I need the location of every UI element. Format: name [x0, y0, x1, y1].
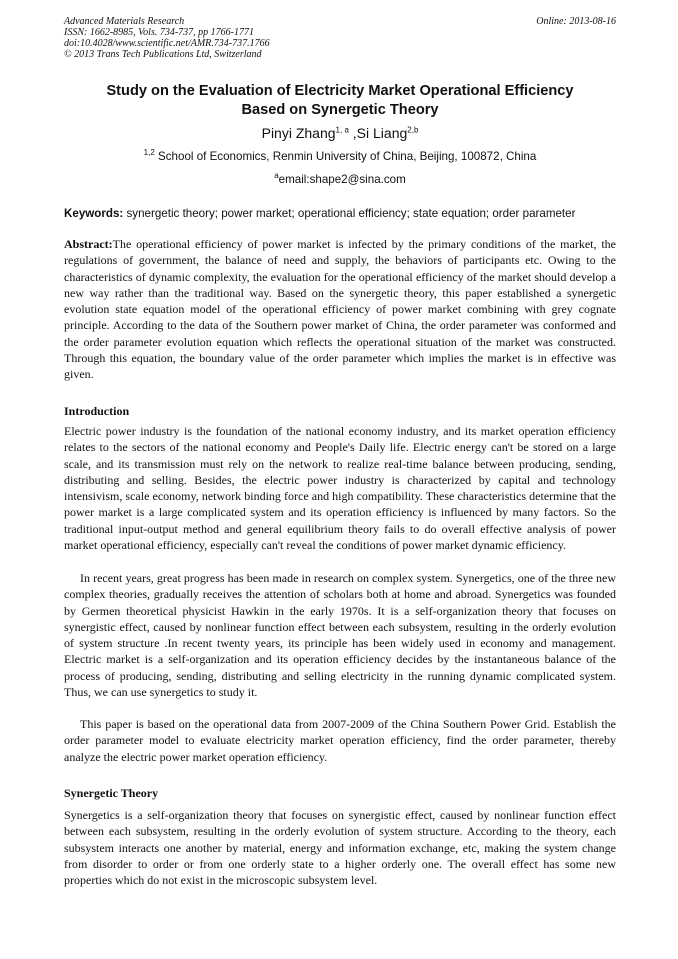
abstract	[64, 236, 616, 383]
affiliation	[64, 149, 616, 164]
email-line	[64, 172, 616, 187]
doi-line: doi:10.4028/www.scientific.net/AMR.734-737.1766	[64, 38, 270, 49]
abstract-text: The operational efficiency of power market is infected by the primary conditions of the market, the regulations of government, the balance of need and supply, the behaviors of participants etc. Owing to the characteristics of dynamic complexity, the evaluation for the operational efficiency of the market should develop a new way rather than the traditional way. Based on the synergetic theory, this paper established a synergetic evolution state equation model of the operational efficiency of power market combining with grey cognate principle. According to the data of the Southern power market of China, the order parameter was conformed and the order parameter evolution equation which reflects the operational situation of the market was constructed. Through this equation, the boundary value of the order parameter which implies the market is in effective was given.	[64, 237, 616, 382]
journal-header	[64, 16, 616, 60]
keywords-label: Keywords:	[64, 207, 124, 220]
journal-info	[64, 16, 616, 60]
intro-paragraph-1: Electric power industry is the foundation of the national economy industry, and its market operation efficiency relates to the sectors of the national economy and People's Daily life. Electric energy can't be stored on a large scale, and its transmission must rely on the network to realize real-time balance between producing, sending, distributing and selling. Besides, the electric power industry is characterized by capital and technology intensivism, scale economy, network binding force and high compatibility. These characteristics determine that the power market is a large complicated system and its operation efficiency is influenced by many factors. So the traditional input-output method and general equilibrium theory fails to do overall effective analysis of power market operational efficiency, especially can't reveal the conditions of power market dynamic efficiency.	[64, 424, 616, 553]
section-heading-introduction: Introduction	[64, 404, 130, 418]
intro-paragraph-2: In recent years, great progress has been made in research on complex system. Synergetics, one of the three new complex theories, gradually receives the attention of scholars both at home and abroad. Synergetics was founded by Germen theoretical physicist Hawkin in the early 1970s. It is a self-organization theory that focuses on synergistic effect, caused by nonlinear function effect between each subsystem, resulting in the orderly evolution of system structure .In recent twenty years, its principle has been widely used in economy and management. Electric market is a self-organization and its operation efficiency decides by the instantaneous balance of the process of producing, sending, distributing and selling electricity in the running dynamic complicated system. Thus, we can use synergetics to study it.	[64, 571, 616, 700]
keywords	[64, 206, 616, 221]
title-line-1: Study on the Evaluation of Electricity Market Operational Efficiency	[106, 83, 574, 99]
authors	[64, 124, 616, 142]
author-2-name: ,Si Liang	[348, 125, 408, 141]
author-1-sup: 1, a	[335, 125, 349, 135]
affiliation-sup: 1,2	[143, 148, 155, 158]
copyright-line: © 2013 Trans Tech Publications Ltd, Switzerland	[64, 49, 262, 60]
affiliation-text: School of Economics, Renmin University of China, Beijing, 100872, China	[154, 150, 537, 163]
paper-title	[64, 82, 616, 120]
author-2-sup: 2,b	[407, 125, 419, 135]
section-heading-synergetic-theory: Synergetic Theory	[64, 786, 159, 800]
email-sup: a	[274, 171, 279, 181]
intro-paragraph-3: This paper is based on the operational data from 2007-2009 of the China Southern Power Grid. Establish the order parameter model to evaluate electricity market operation efficiency, find the order parameter, thereby analyze the electric power market operation efficiency.	[64, 717, 616, 764]
keywords-text: synergetic theory; power market; operational efficiency; state equation; order parameter	[123, 207, 576, 220]
synergetic-paragraph-1: Synergetics is a self-organization theory that focuses on synergistic effect, caused by nonlinear function effect between each subsystem, resulting in the orderly evolution of system structure. According to the theory, each subsystem interacts one another by material, energy and information exchange, etc, making the system change from disorder to order or from one orderly state to a higher orderly one. The overall effect has some new properties which do not exist in the microscopic subsystem level.	[64, 808, 616, 888]
email-text: email:shape2@sina.com	[278, 173, 406, 186]
title-line-2: Based on Synergetic Theory	[241, 102, 439, 118]
online-date: Online: 2013-08-16	[536, 16, 616, 27]
abstract-label: Abstract:	[64, 237, 113, 251]
issn-line: ISSN: 1662-8985, Vols. 734-737, pp 1766-1771	[64, 27, 254, 38]
author-1-name: Pinyi Zhang	[261, 125, 336, 141]
journal-name: Advanced Materials Research	[64, 16, 185, 27]
